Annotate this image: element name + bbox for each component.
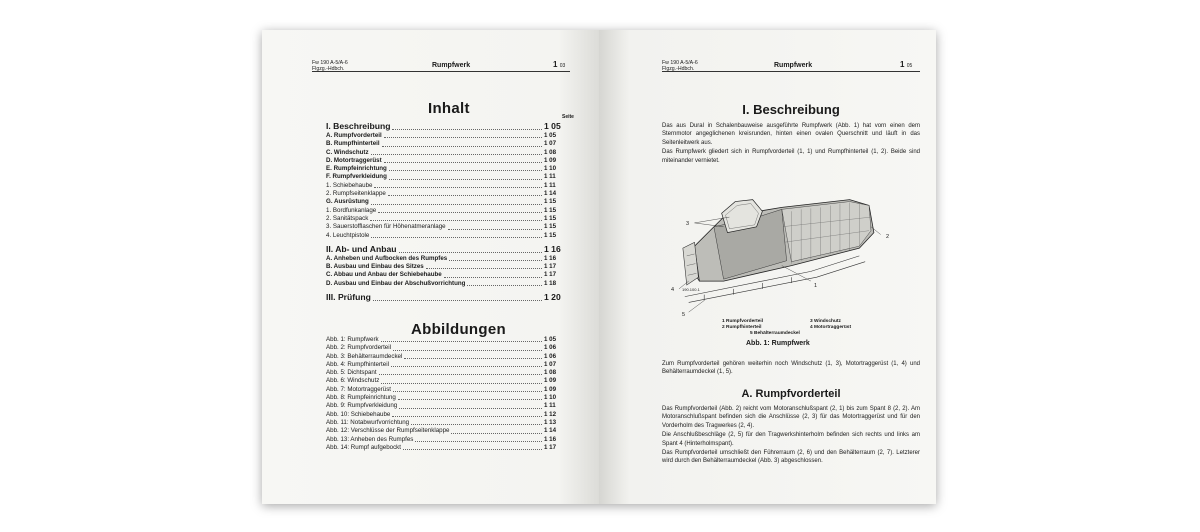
toc-entry: [326, 280, 568, 288]
toc-entry: [326, 165, 568, 173]
toc-entry-title: F. Rumpfverkleidung: [326, 173, 387, 181]
figure-entry-leader: [381, 383, 542, 384]
figure-entry-page: 1 06: [544, 352, 557, 360]
figures-heading: Abbildungen: [411, 321, 506, 338]
toc-entry-title: G. Ausrüstung: [326, 198, 369, 206]
toc-entry: [326, 198, 568, 206]
left-page-suffix: 03: [559, 63, 566, 69]
toc-entry-leader: [374, 187, 542, 188]
figure-entry-leader: [415, 441, 542, 442]
figure-entry-page: 1 09: [544, 385, 557, 393]
figure-entry: [326, 402, 568, 410]
figure-entry-leader: [399, 408, 542, 409]
figure-entry-leader: [403, 449, 542, 450]
toc-seite-label: Seite: [562, 114, 574, 120]
toc-entry-title: 1. Bordfunkanlage: [326, 206, 377, 214]
figure-entry: [326, 444, 568, 452]
legend-item-5: 5 Behälterraumdeckel: [750, 331, 800, 336]
subsection-text: [662, 405, 920, 467]
right-header-doc-line1: Fw 190 A-5/A-6: [662, 60, 698, 66]
figure-entry-page: 1 10: [544, 394, 557, 402]
figure-entry-leader: [379, 374, 542, 375]
toc-entry-leader: [371, 154, 542, 155]
toc-entry-title: 3. Sauerstofflaschen für Höhenatmeranlage: [326, 223, 446, 231]
legend-item-3: 3 Windschutz: [810, 319, 841, 324]
figure-entry: [326, 344, 568, 352]
figure-entry: [326, 353, 568, 361]
figure-callout-4: 4: [671, 287, 675, 293]
sub-paragraph-3: Das Rumpfvorderteil umschließt den Führerraum (2, 6) und den Behälterraum (2, 7). Letzterer wird durch den Behälterraumdeckel (Abb. 3) abgeschlossen.: [662, 450, 920, 465]
figure-entry-title: Abb. 12: Verschlüsse der Rumpfseitenklappe: [326, 427, 450, 435]
figure-entry: [326, 394, 568, 402]
toc-entry-page: 1 08: [544, 148, 557, 156]
toc-entry-page: 1 15: [544, 206, 557, 214]
toc-entry-page: 1 17: [544, 271, 557, 279]
sub-paragraph-2: Die Anschlußbeschläge (2, 5) für den Tragwerkshinterholm befinden sich rechts und links am Spant 4 (Hinterholmspant).: [662, 432, 920, 447]
toc-entry: [326, 223, 568, 231]
toc-entry: [326, 140, 568, 148]
figure-entry-page: 1 12: [544, 410, 557, 418]
figure-entry: [326, 411, 568, 419]
section-title: I. Beschreibung: [742, 102, 840, 117]
figure-entry-title: Abb. 14: Rumpf aufgebockt: [326, 443, 401, 451]
right-page-prefix: 1: [900, 60, 905, 69]
toc-entry-leader: [389, 170, 542, 171]
toc-entry-title: 2. Sanitätspack: [326, 214, 369, 222]
toc-entry-leader: [370, 220, 542, 221]
toc-entry-page: 1 07: [544, 140, 557, 148]
toc-entry-page: 1 11: [544, 181, 556, 189]
toc-entry-title: I. Beschreibung: [326, 121, 391, 131]
toc-entry-title: B. Rumpfhinterteil: [326, 140, 380, 148]
figure-entry-leader: [391, 366, 542, 367]
figure-entry: [326, 377, 568, 385]
left-page-prefix: 1: [553, 60, 558, 69]
figure-entry-leader: [393, 350, 542, 351]
open-book: [262, 30, 936, 504]
figure-entry-title: Abb. 5: Dichtspant: [326, 369, 377, 377]
toc-entry: [326, 244, 568, 255]
figure-entry-page: 1 14: [544, 427, 557, 435]
toc-entry-leader: [449, 260, 542, 261]
toc-entry-page: 1 15: [544, 223, 557, 231]
figure-entry: [326, 386, 568, 394]
toc-entry-page: 1 18: [544, 279, 557, 287]
figure-entry-page: 1 08: [544, 369, 557, 377]
toc-entry-title: C. Abbau und Anbau der Schiebehaube: [326, 271, 442, 279]
figure-entry-leader: [381, 341, 542, 342]
figure-entry: [326, 436, 568, 444]
figure-legend-right: [810, 319, 851, 331]
figure-entry-title: Abb. 1: Rumpfwerk: [326, 336, 379, 343]
figure-entry-page: 1 06: [544, 344, 557, 352]
figure-entry-title: Abb. 11: Notabwurfvorrichtung: [326, 418, 410, 426]
figure-entry-title: Abb. 2: Rumpfvorderteil: [326, 344, 391, 352]
toc-entry-leader: [399, 252, 543, 253]
right-page-suffix: 05: [906, 63, 913, 69]
toc-entry: [326, 232, 568, 240]
toc-entry-page: 1 10: [544, 165, 557, 173]
right-header-page-number: [900, 60, 912, 69]
toc-entry: [326, 215, 568, 223]
figure-entry: [326, 427, 568, 435]
left-header-doc-line2: Flgzg.-Hdbch.: [312, 66, 345, 72]
figure-entry: [326, 361, 568, 369]
toc-entry-page: 1 05: [544, 132, 557, 139]
toc-entry-title: A. Anheben und Aufbocken des Rumpfes: [326, 254, 448, 262]
toc-entry: [326, 121, 568, 132]
toc-entry-page: 1 11: [544, 173, 556, 181]
figures-list: [326, 336, 568, 452]
figure-legend-left: [722, 319, 763, 331]
figure-entry-leader: [411, 424, 542, 425]
left-header-doc-line1: Fw 190 A-5/A-6: [312, 60, 348, 66]
toc-entry-leader: [426, 268, 542, 269]
toc-entry-page: 1 09: [544, 156, 557, 164]
toc-heading: Inhalt: [428, 100, 470, 117]
toc-entry-title: III. Prüfung: [326, 292, 371, 303]
right-header-rule: [662, 71, 920, 72]
toc-entry-title: A. Rumpfvorderteil: [326, 132, 382, 139]
left-page: [262, 30, 599, 504]
intro-text: [662, 122, 920, 166]
toc-entry-title: 4. Leuchtpistole: [326, 231, 370, 239]
toc-entry-page: 1 14: [544, 190, 557, 198]
right-header-doc-line2: Flgzg.-Hdbch.: [662, 66, 695, 72]
toc-entry: [326, 190, 568, 198]
toc-entry: [326, 207, 568, 215]
figure-stamp: 190.100.1: [682, 287, 700, 292]
toc-entry-leader: [448, 229, 542, 230]
figure-entry-leader: [393, 391, 542, 392]
toc-entry: [326, 132, 568, 140]
figure-entry: [326, 369, 568, 377]
toc-entry-page: 1 16: [544, 243, 561, 254]
figure-entry-leader: [404, 358, 542, 359]
figure-entry-title: Abb. 10: Schiebehaube: [326, 410, 391, 418]
intro-paragraph-1: Das aus Dural in Schalenbauweise ausgeführte Rumpfwerk (Abb. 1) hat vorn einen dem Sternmotor angeglichenen kreisrunden, hinten einen ovalen Querschnitt und läuft in das Seitenleitwerk aus.: [662, 123, 920, 146]
toc-entry-leader: [373, 300, 542, 301]
toc-entry-leader: [467, 285, 542, 286]
figure-entry: [326, 336, 568, 344]
toc-entry-leader: [378, 212, 542, 213]
legend-item-2: 2 Rumpfhinterteil: [722, 325, 762, 330]
toc-entry-page: 1 15: [544, 214, 557, 222]
toc-entry-title: C. Windschutz: [326, 148, 369, 156]
toc-list: [326, 121, 568, 303]
after-figure-text: Zum Rumpfvorderteil gehören weiterhin noch Windschutz (1, 3), Motortraggerüst (1, 4) und Behälterraumdeckel (1, 5).: [662, 361, 920, 376]
legend-item-1: 1 Rumpfvorderteil: [722, 319, 764, 324]
toc-entry: [326, 149, 568, 157]
figure-entry-title: Abb. 8: Rumpfeinrichtung: [326, 394, 396, 402]
toc-entry-leader: [384, 162, 542, 163]
toc-entry: [326, 292, 568, 303]
figure-callout-2: 2: [886, 234, 890, 240]
toc-entry-page: 1 16: [544, 254, 557, 262]
subsection-title: A. Rumpfvorderteil: [741, 388, 841, 400]
toc-entry: [326, 173, 568, 181]
toc-entry-page: 1 20: [544, 292, 561, 303]
figure-entry-title: Abb. 9: Rumpfverkleidung: [326, 402, 398, 410]
toc-entry-leader: [382, 146, 542, 147]
toc-entry-leader: [371, 204, 542, 205]
left-header-rule: [312, 71, 570, 72]
figure-entry-page: 1 17: [544, 443, 557, 451]
legend-item-4: 4 Motortraggerüst: [810, 325, 852, 330]
figure-entry-title: Abb. 6: Windschutz: [326, 377, 380, 385]
toc-entry-title: II. Ab- und Anbau: [326, 243, 397, 254]
figure-entry-title: Abb. 7: Motortraggerüst: [326, 385, 392, 393]
toc-entry-page: 1 15: [544, 198, 557, 206]
figure-entry-leader: [392, 416, 542, 417]
toc-entry-leader: [384, 137, 542, 138]
toc-entry-page: 1 05: [544, 121, 561, 131]
right-header-title: Rumpfwerk: [774, 62, 813, 69]
toc-entry-title: E. Rumpfeinrichtung: [326, 165, 387, 173]
figure-entry-page: 1 07: [544, 360, 557, 368]
toc-entry-leader: [371, 237, 542, 238]
figure-entry: [326, 419, 568, 427]
fuselage-body: [683, 200, 874, 285]
figure-entry-leader: [451, 433, 542, 434]
figure-callout-1: 1: [814, 283, 818, 289]
figure-entry-page: 1 05: [544, 336, 557, 343]
toc-entry: [326, 271, 568, 279]
left-header-page-number: [553, 60, 565, 69]
fuselage-drawing: [662, 188, 890, 316]
figure-entry-page: 1 11: [544, 402, 556, 410]
figure-callout-5: 5: [682, 312, 686, 318]
toc-entry-title: D. Ausbau und Einbau der Abschußvorrichtung: [326, 279, 466, 287]
figure-callout-3: 3: [686, 221, 690, 227]
figure-entry-title: Abb. 13: Anheben des Rumpfes: [326, 435, 414, 443]
toc-entry: [326, 182, 568, 190]
sub-paragraph-1: Das Rumpfvorderteil (Abb. 2) reicht vom Motoranschlußspant (2, 1) bis zum Spant 8 (2, 2). Am Motoranschlußspant befinden sich die Anschlüsse (2, 3) für das Motortraggerüst und für den Vorderholm des Tragwerkes (2, 4).: [662, 406, 920, 429]
toc-entry-page: 1 15: [544, 231, 557, 239]
figure-caption: Abb. 1: Rumpfwerk: [746, 340, 810, 347]
toc-entry-leader: [388, 195, 542, 196]
toc-entry-title: 2. Rumpfseitenklappe: [326, 190, 386, 198]
toc-entry-leader: [392, 129, 542, 130]
figure-entry-page: 1 16: [544, 435, 557, 443]
figure-entry-title: Abb. 4: Rumpfhinterteil: [326, 360, 389, 368]
toc-entry: [326, 157, 568, 165]
figure-entry-page: 1 13: [544, 418, 557, 426]
toc-entry-title: D. Motortraggerüst: [326, 156, 382, 164]
figure-entry-page: 1 09: [544, 377, 557, 385]
toc-entry: [326, 255, 568, 263]
toc-entry-leader: [389, 179, 542, 180]
toc-entry-leader: [444, 277, 542, 278]
intro-paragraph-2: Das Rumpfwerk gliedert sich in Rumpfvorderteil (1, 1) und Rumpfhinterteil (1, 2). Beide sind miteinander vernietet.: [662, 149, 920, 164]
toc-entry-title: B. Ausbau und Einbau des Sitzes: [326, 263, 424, 271]
left-header-title: Rumpfwerk: [432, 62, 471, 69]
figure-entry-title: Abb. 3: Behälterraumdeckel: [326, 352, 403, 360]
toc-entry-title: 1. Schiebehaube: [326, 181, 373, 189]
figure-entry-leader: [398, 399, 542, 400]
toc-entry: [326, 263, 568, 271]
toc-entry-page: 1 17: [544, 263, 557, 271]
